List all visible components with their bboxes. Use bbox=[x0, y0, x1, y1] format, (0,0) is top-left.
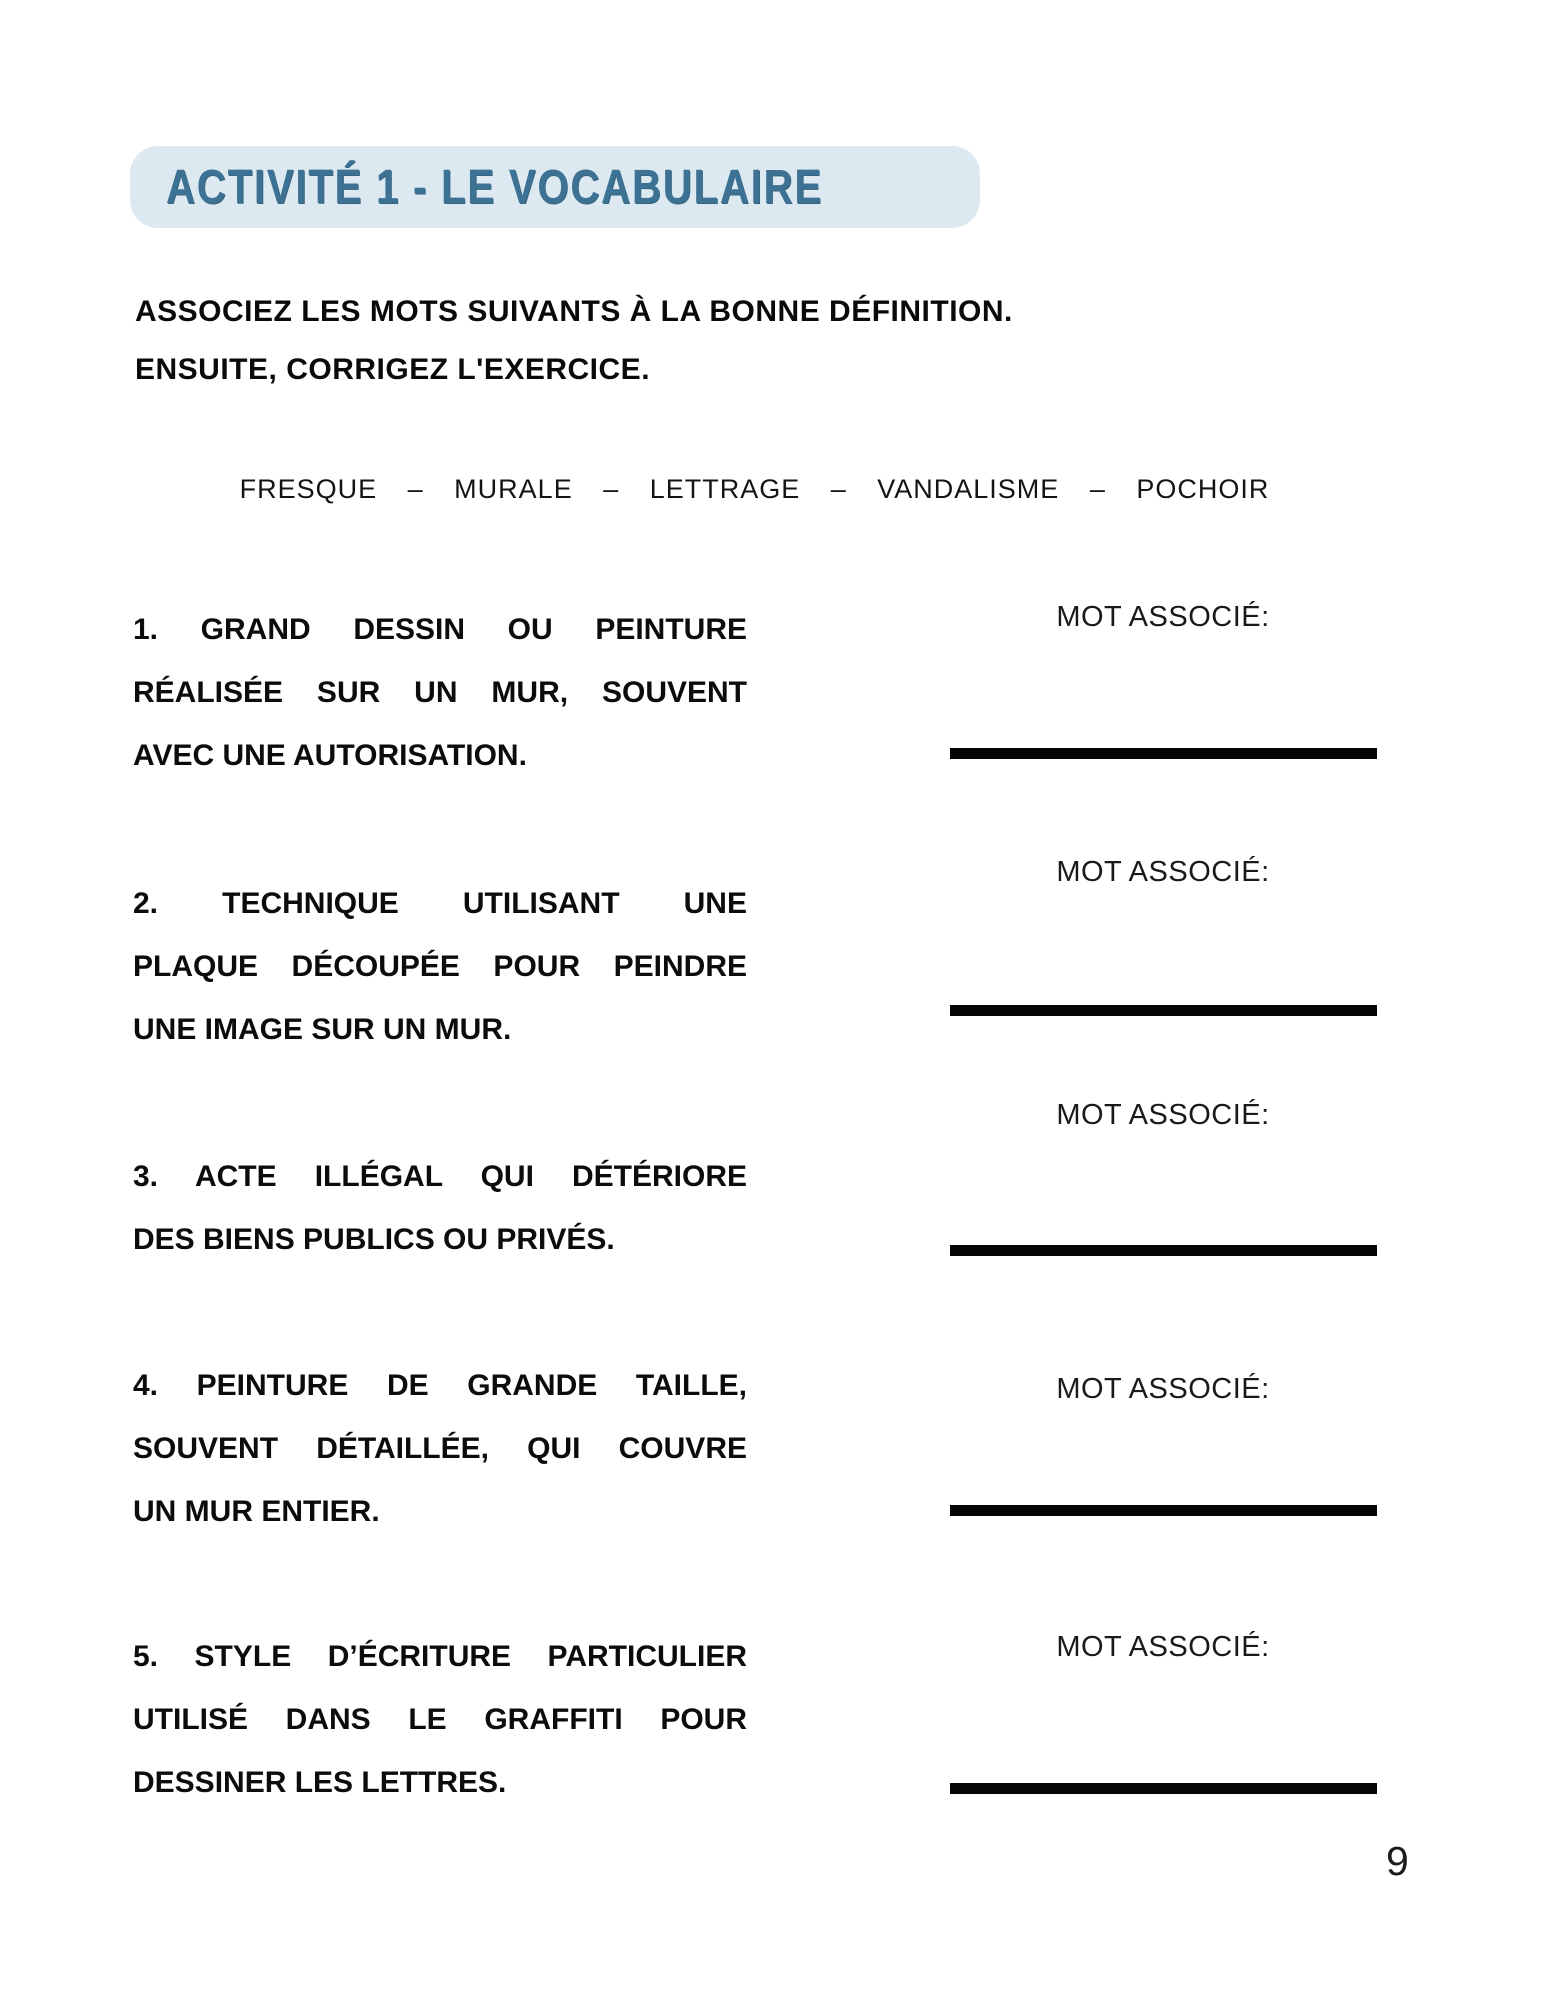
answer-label-3: MOT ASSOCIÉ: bbox=[1056, 1099, 1270, 1131]
answer-label-5: MOT ASSOCIÉ: bbox=[1056, 1631, 1270, 1663]
answer-blank-4[interactable] bbox=[950, 1505, 1377, 1516]
definition-item-4 bbox=[133, 1354, 747, 1543]
page-number: 9 bbox=[1386, 1838, 1409, 1884]
activity-title-banner bbox=[130, 146, 980, 228]
definition-line: 1. GRAND DESSIN OU PEINTURE bbox=[133, 613, 747, 646]
activity-title: ACTIVITÉ 1 - LE VOCABULAIRE bbox=[166, 160, 823, 214]
definition-item-5 bbox=[133, 1625, 747, 1814]
answer-blank-5[interactable] bbox=[950, 1783, 1377, 1794]
definition-line: AVEC UNE AUTORISATION. bbox=[133, 739, 527, 772]
definition-line: UN MUR ENTIER. bbox=[133, 1495, 380, 1528]
instruction-line-1: ASSOCIEZ LES MOTS SUIVANTS À LA BONNE DÉFINITION. bbox=[135, 295, 1013, 328]
definition-line: UTILISÉ DANS LE GRAFFITI POUR bbox=[133, 1703, 747, 1736]
definition-line: DESSINER LES LETTRES. bbox=[133, 1766, 507, 1799]
word-bank: FRESQUE – MURALE – LETTRAGE – VANDALISME – POCHOIR bbox=[239, 474, 1270, 504]
definition-line: 2. TECHNIQUE UTILISANT UNE bbox=[133, 887, 747, 920]
definition-item-3 bbox=[133, 1145, 747, 1271]
answer-label-4: MOT ASSOCIÉ: bbox=[1056, 1373, 1270, 1405]
definition-line: 4. PEINTURE DE GRANDE TAILLE, bbox=[133, 1369, 747, 1402]
instruction-line-2: ENSUITE, CORRIGEZ L'EXERCICE. bbox=[135, 353, 651, 386]
definition-line: PLAQUE DÉCOUPÉE POUR PEINDRE bbox=[133, 950, 747, 983]
definition-line: DES BIENS PUBLICS OU PRIVÉS. bbox=[133, 1223, 615, 1256]
definition-line: 3. ACTE ILLÉGAL QUI DÉTÉRIORE bbox=[133, 1160, 747, 1193]
answer-blank-1[interactable] bbox=[950, 748, 1377, 759]
definition-line: SOUVENT DÉTAILLÉE, QUI COUVRE bbox=[133, 1432, 747, 1465]
definition-item-1 bbox=[133, 598, 747, 787]
answer-blank-3[interactable] bbox=[950, 1245, 1377, 1256]
definition-line: UNE IMAGE SUR UN MUR. bbox=[133, 1013, 512, 1046]
answer-label-1: MOT ASSOCIÉ: bbox=[1056, 601, 1270, 633]
answer-label-2: MOT ASSOCIÉ: bbox=[1056, 856, 1270, 888]
answer-blank-2[interactable] bbox=[950, 1005, 1377, 1016]
definition-item-2 bbox=[133, 872, 747, 1061]
definition-line: 5. STYLE D’ÉCRITURE PARTICULIER bbox=[133, 1640, 747, 1673]
definition-line: RÉALISÉE SUR UN MUR, SOUVENT bbox=[133, 676, 747, 709]
